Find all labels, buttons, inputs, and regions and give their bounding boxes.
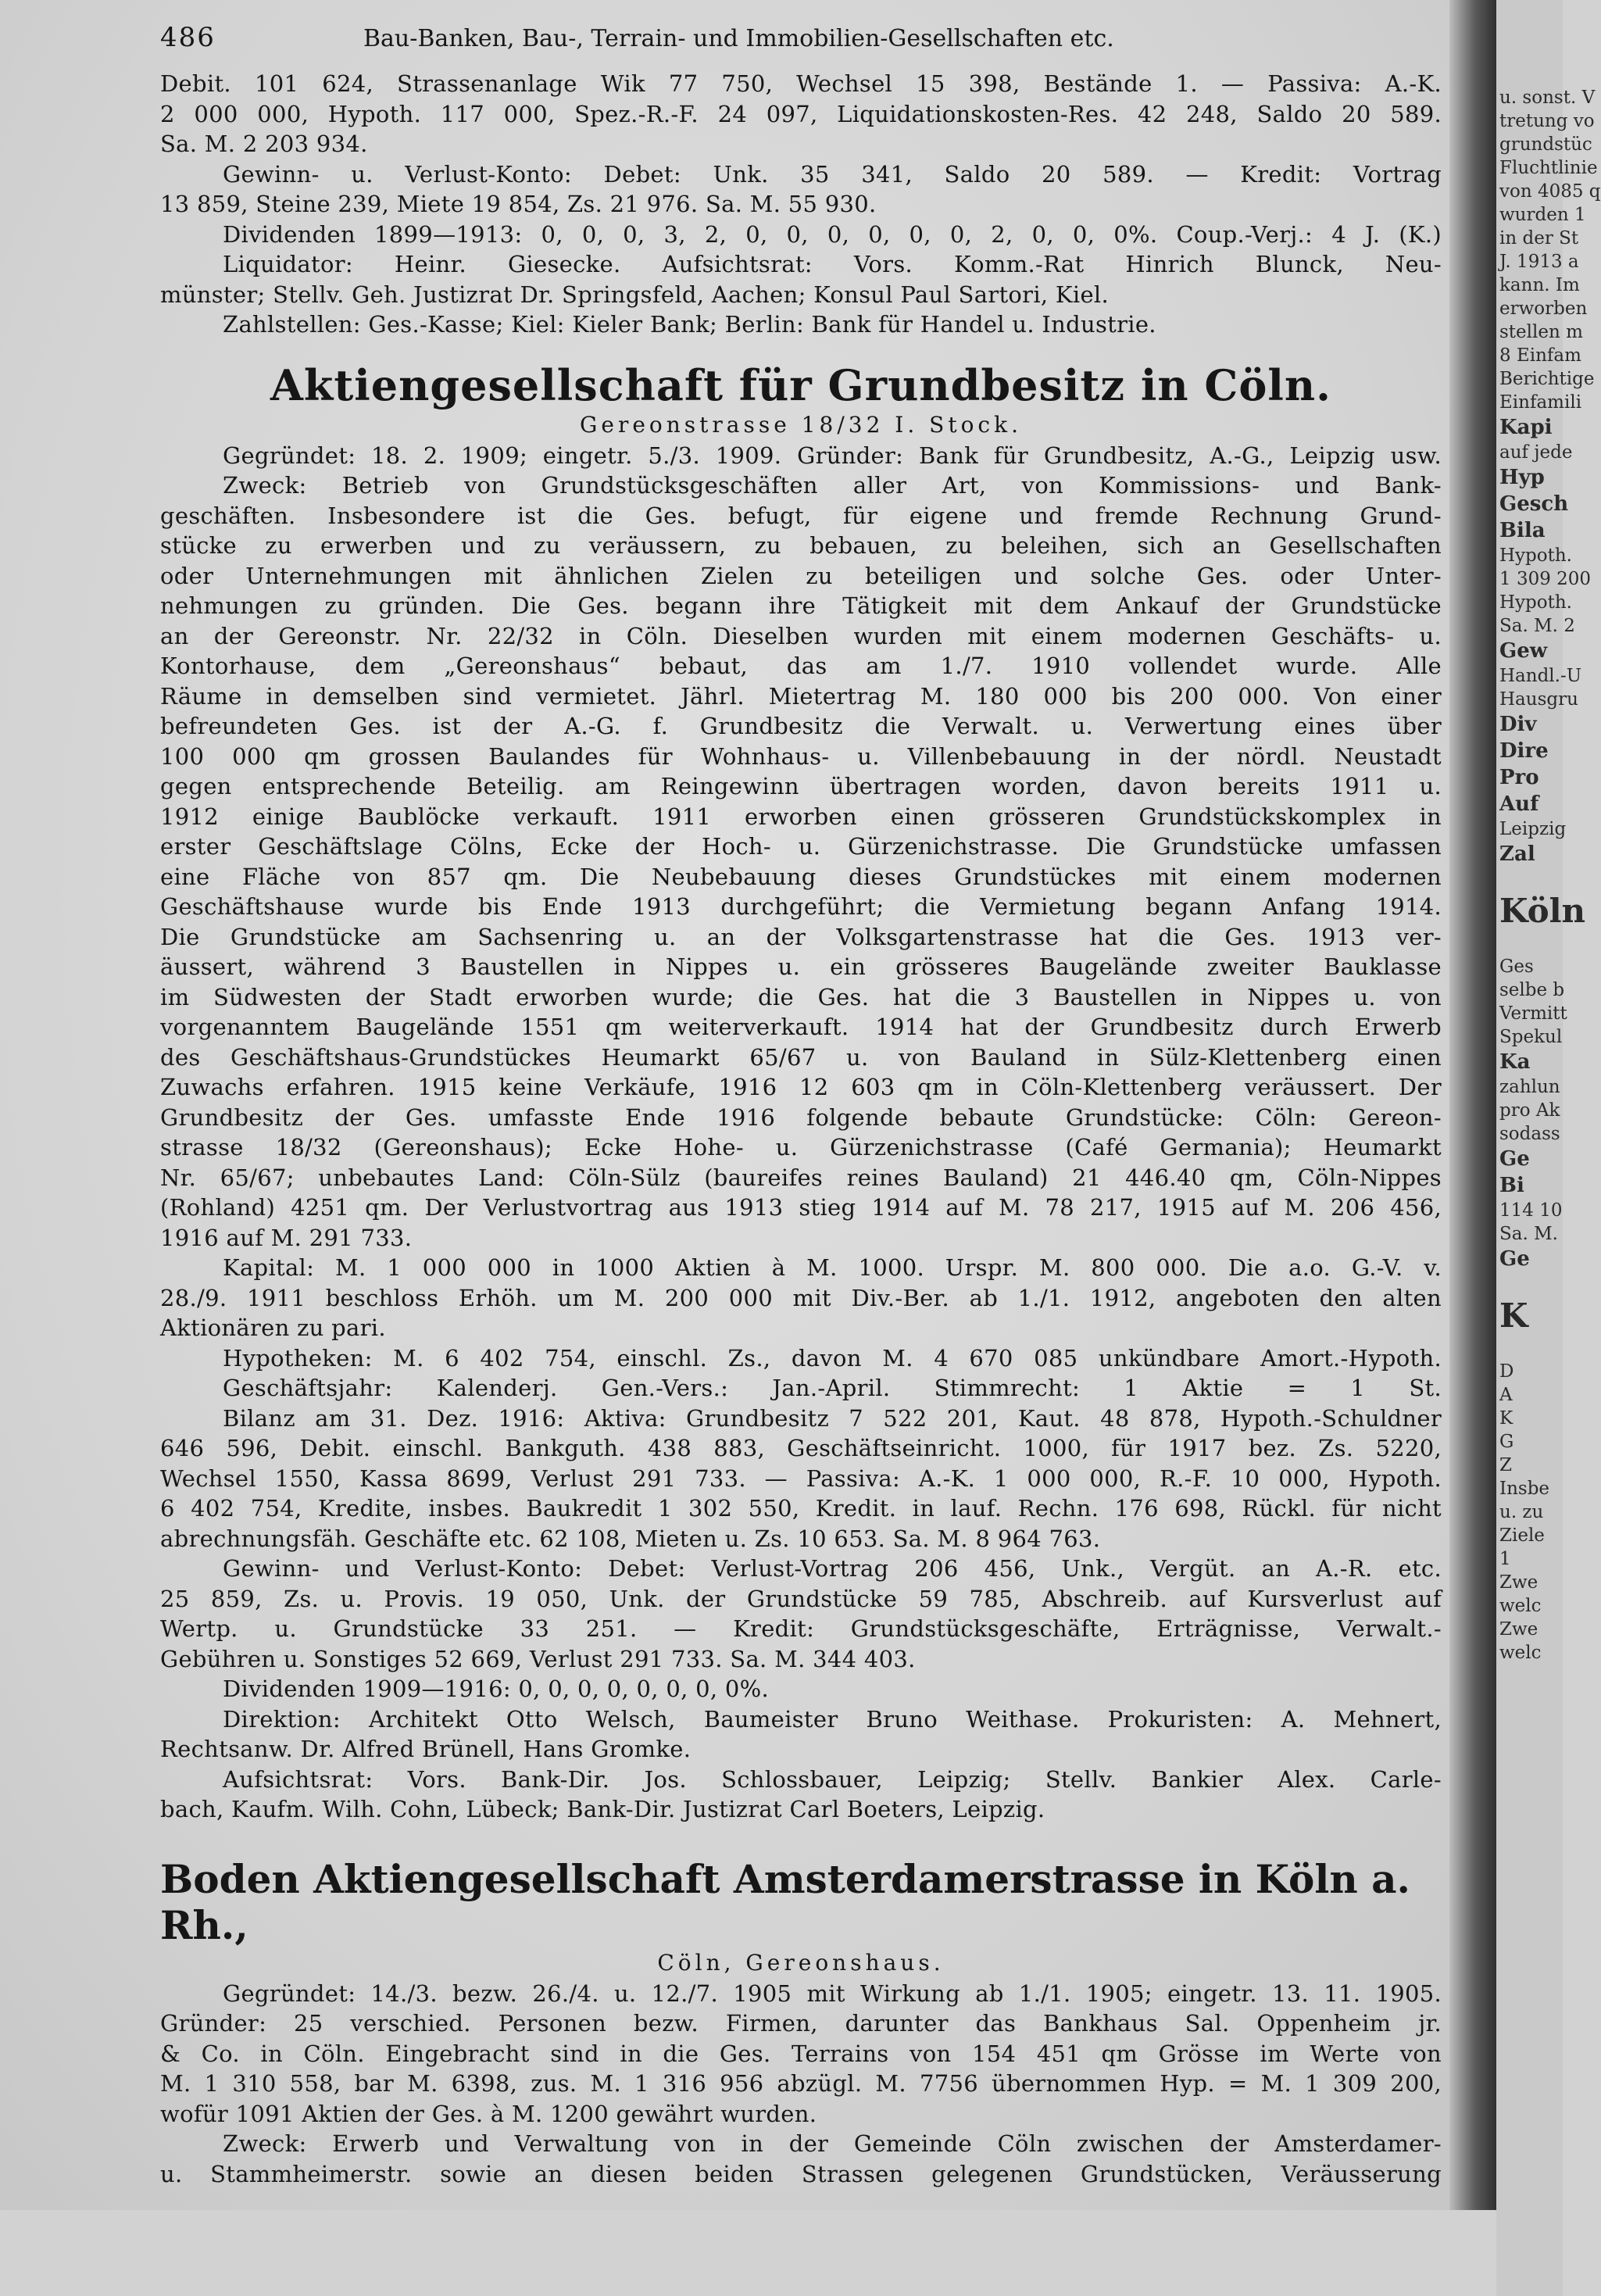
fragment-line: G xyxy=(1499,1432,1514,1452)
text-line: Sa. M. 2 203 934. xyxy=(160,131,368,157)
company-address: Cöln, Gereonshaus. xyxy=(657,1949,945,1976)
text-line: Die Grundstücke am Sachsenring u. an der Volksgartenstrasse hat die Ges. 1913 ver- xyxy=(160,923,1442,950)
text-line: äussert, während 3 Baustellen in Nippes u. ein grösseres Baugelände zweiter Bauklasse xyxy=(160,953,1442,980)
fragment-line: Pro xyxy=(1499,766,1539,789)
fragment-line: K xyxy=(1499,1408,1513,1429)
adjacent-page-fragment xyxy=(1496,0,1601,2296)
fragment-line: u. sonst. V xyxy=(1499,88,1596,108)
text-line: vorgenanntem Baugelände 1551 qm weiterverkauft. 1914 hat der Grundbesitz durch Erwerb xyxy=(160,1014,1442,1040)
fragment-line: zahlun xyxy=(1499,1077,1560,1097)
text-line: & Co. in Cöln. Eingebracht sind in die Ges. Terrains von 154 451 qm Grösse im Werte von xyxy=(160,2040,1442,2067)
fragment-line: Köln xyxy=(1499,892,1586,930)
fragment-line: Ka xyxy=(1499,1050,1531,1074)
text-line: an der Gereonstr. Nr. 22/32 in Cöln. Dieselben wurden mit einem modernen Geschäfts- u. xyxy=(160,622,1442,649)
fragment-line: Fluchtlinie xyxy=(1499,158,1598,178)
fragment-line: A xyxy=(1499,1385,1513,1405)
fragment-line: J. 1913 a xyxy=(1499,252,1579,272)
text-line: 13 859, Steine 239, Miete 19 854, Zs. 21 976. Sa. M. 55 930. xyxy=(160,191,877,217)
fragment-line: Gesch xyxy=(1499,492,1569,516)
text-line: Gebühren u. Sonstiges 52 669, Verlust 291 733. Sa. M. 344 403. xyxy=(160,1645,916,1672)
fragment-line: Ge xyxy=(1499,1147,1530,1171)
text-line: 6 402 754, Kredite, insbes. Baukredit 1 302 550, Kredit. in lauf. Rechn. 176 698, Rückl. für nicht xyxy=(160,1495,1442,1522)
company-body xyxy=(160,1979,1442,2190)
text-line: Gewinn- und Verlust-Konto: Debet: Verlust-Vortrag 206 456, Unk., Vergüt. an A.-R. etc. xyxy=(223,1555,1442,1582)
text-line: nehmungen zu gründen. Die Ges. begann ihre Tätigkeit mit dem Ankauf der Grundstücke xyxy=(160,592,1442,619)
text-line: eine Fläche von 857 qm. Die Neubebauung dieses Grundstückes mit einem modernen xyxy=(160,863,1442,890)
running-title: Bau-Banken, Bau-, Terrain- und Immobilien-Gesellschaften etc. xyxy=(363,25,1114,52)
text-line: u. Stammheimerstr. sowie an diesen beiden Strassen gelegenen Grundstücken, Veräusserung xyxy=(160,2160,1442,2187)
text-line: Kontorhause, dem „Gereonshaus“ bebaut, das am 1./7. 1910 vollendet wurde. Alle xyxy=(160,653,1442,679)
text-line: Gegründet: 14./3. bezw. 26./4. u. 12./7. 1905 mit Wirkung ab 1./1. 1905; eingetr. 13. 11. 1905. xyxy=(223,1979,1442,2007)
fragment-line: K xyxy=(1499,1296,1528,1335)
text-line: Gründer: 25 verschied. Personen bezw. Firmen, darunter das Bankhaus Sal. Oppenheim jr. xyxy=(160,2010,1442,2037)
fragment-line: in der St xyxy=(1499,228,1579,249)
book-gutter xyxy=(1449,0,1496,2210)
text-line: Debit. 101 624, Strassenanlage Wik 77 750, Wechsel 15 398, Bestände 1. — Passiva: A.-K. xyxy=(160,70,1442,97)
text-line: Aufsichtsrat: Vors. Bank-Dir. Jos. Schlossbauer, Leipzig; Stellv. Bankier Alex. Carle- xyxy=(223,1765,1442,1793)
fragment-line: stellen m xyxy=(1499,322,1583,342)
fragment-line: wurden 1 xyxy=(1499,205,1586,225)
text-line: erster Geschäftslage Cölns, Ecke der Hoch- u. Gürzenichstrasse. Die Grundstücke umfassen xyxy=(160,833,1442,860)
text-line: Direktion: Architekt Otto Welsch, Baumeister Bruno Weithase. Prokuristen: A. Mehnert, xyxy=(223,1705,1442,1733)
text-line: Zahlstellen: Ges.-Kasse; Kiel: Kieler Bank; Berlin: Bank für Handel u. Industrie. xyxy=(223,311,1156,338)
fragment-line: Zwe xyxy=(1499,1572,1538,1593)
text-line: Zweck: Betrieb von Grundstücksgeschäften aller Art, von Kommissions- und Bank- xyxy=(223,472,1442,499)
fragment-line: tretung vo xyxy=(1499,111,1595,131)
text-line: wofür 1091 Aktien der Ges. à M. 1200 gewährt wurden. xyxy=(160,2100,817,2127)
text-line: 1912 einige Baublöcke verkauft. 1911 erworben einen grösseren Grundstückskomplex in xyxy=(160,803,1442,830)
text-line: oder Unternehmungen mit ähnlichen Zielen zu beteiligen und solche Ges. oder Unter- xyxy=(160,562,1442,589)
text-line: Liquidator: Heinr. Giesecke. Aufsichtsrat: Vors. Komm.-Rat Hinrich Blunck, Neu- xyxy=(223,251,1442,277)
fragment-line: kann. Im xyxy=(1499,275,1580,295)
text-line: Gewinn- u. Verlust-Konto: Debet: Unk. 35 341, Saldo 20 589. — Kredit: Vortrag xyxy=(223,160,1442,188)
fragment-line: Insbe xyxy=(1499,1479,1550,1499)
text-line: 100 000 qm grossen Baulandes für Wohnhaus- u. Villenbebauung in der nördl. Neustadt xyxy=(160,742,1442,770)
text-line: Hypotheken: M. 6 402 754, einschl. Zs., davon M. 4 670 085 unkündbare Amort.-Hypoth. xyxy=(223,1344,1442,1372)
fragment-line: Sa. M. xyxy=(1499,1224,1558,1244)
text-line: Grundbesitz der Ges. umfasste Ende 1916 folgende bebaute Grundstücke: Cöln: Gereon- xyxy=(160,1103,1442,1131)
company-entry-grundbesitz xyxy=(160,360,1442,1825)
fragment-line: Dire xyxy=(1499,739,1549,763)
text-line: befreundeten Ges. ist der A.-G. f. Grundbesitz die Verwalt. u. Verwertung eines über xyxy=(160,713,1442,739)
fragment-line: Hypoth. xyxy=(1499,545,1572,566)
text-line: 25 859, Zs. u. Provis. 19 050, Unk. der Grundstücke 59 785, Abschreib. auf Kursverlust auf xyxy=(160,1585,1442,1612)
fragment-line: 114 10 xyxy=(1499,1200,1563,1221)
running-header xyxy=(160,22,1442,69)
fragment-line: sodass xyxy=(1499,1124,1560,1144)
page-number: 486 xyxy=(160,22,216,53)
company-address: Gereonstrasse 18/32 I. Stock. xyxy=(580,411,1022,438)
fragment-line: pro Ak xyxy=(1499,1100,1560,1121)
fragment-line: D xyxy=(1499,1361,1514,1382)
fragment-line: von 4085 q xyxy=(1499,181,1601,202)
fragment-line: 8 Einfam xyxy=(1499,345,1581,366)
fragment-line: Zal xyxy=(1499,842,1535,866)
text-line: des Geschäftshaus-Grundstückes Heumarkt 65/67 u. von Bauland in Sülz-Klettenberg einen xyxy=(160,1043,1442,1071)
main-column xyxy=(160,22,1442,2189)
fragment-line: Vermitt xyxy=(1499,1003,1567,1024)
text-line: im Südwesten der Stadt erworben wurde; die Ges. hat die 3 Baustellen in Nippes u. von xyxy=(160,983,1442,1010)
fragment-line: Div xyxy=(1499,713,1537,736)
text-line: Gegründet: 18. 2. 1909; eingetr. 5./3. 1909. Gründer: Bank für Grundbesitz, A.-G., Leipzig usw. xyxy=(223,442,1442,469)
text-line: Bilanz am 31. Dez. 1916: Aktiva: Grundbesitz 7 522 201, Kaut. 48 878, Hypoth.-Schuldner xyxy=(223,1404,1442,1432)
company-title: Boden Aktiengesellschaft Amsterdamerstrasse in Köln a. Rh., xyxy=(160,1855,1410,1948)
fragment-line: Bi xyxy=(1499,1174,1524,1197)
fragment-line: Handl.-U xyxy=(1499,666,1582,686)
text-line: 646 596, Debit. einschl. Bankguth. 438 883, Geschäftseinricht. 1000, für 1917 bez. Zs. 5220, xyxy=(160,1435,1442,1461)
text-line: strasse 18/32 (Gereonshaus); Ecke Hohe- u. Gürzenichstrasse (Café Germania); Heumarkt xyxy=(160,1134,1442,1161)
fragment-line: Leipzig xyxy=(1499,819,1567,839)
company-title: Aktiengesellschaft für Grundbesitz in Cöln. xyxy=(270,359,1331,410)
fragment-line: Bila xyxy=(1499,519,1546,542)
text-line: Zweck: Erwerb und Verwaltung von in der Gemeinde Cöln zwischen der Amsterdamer- xyxy=(223,2130,1442,2157)
fragment-line: Zwe xyxy=(1499,1619,1538,1640)
text-line: Geschäftshause wurde bis Ende 1913 durchgeführt; die Vermietung begann Anfang 1914. xyxy=(160,893,1442,920)
fragment-line: 1 xyxy=(1499,1549,1511,1569)
text-line: Dividenden 1909—1916: 0, 0, 0, 0, 0, 0, 0, 0%. xyxy=(223,1676,770,1702)
fragment-line: 1 309 200 xyxy=(1499,569,1592,589)
top-entry xyxy=(160,69,1442,340)
text-line: bach, Kaufm. Wilh. Cohn, Lübeck; Bank-Dir. Justizrat Carl Boeters, Leipzig. xyxy=(160,1796,1045,1822)
fragment-line: selbe b xyxy=(1499,980,1565,1000)
text-line: Dividenden 1899—1913: 0, 0, 0, 3, 2, 0, 0, 0, 0, 0, 0, 2, 0, 0, 0%. Coup.-Verj.: 4 J. (K.) xyxy=(223,220,1442,248)
text-line: stücke zu erwerben und zu veräussern, zu bebauen, zu beleihen, sich an Gesellschaften xyxy=(160,532,1442,559)
fragment-line: Z xyxy=(1499,1455,1512,1475)
fragment-line: u. zu xyxy=(1499,1502,1544,1522)
text-line: 1916 auf M. 291 733. xyxy=(160,1224,413,1251)
fragment-line: Sa. M. 2 xyxy=(1499,616,1575,636)
text-line: abrechnungsfäh. Geschäfte etc. 62 108, Mieten u. Zs. 10 653. Sa. M. 8 964 763. xyxy=(160,1525,1101,1552)
text-line: M. 1 310 558, bar M. 6398, zus. M. 1 316 956 abzügl. M. 7756 übernommen Hyp. = M. 1 309 200, xyxy=(160,2070,1442,2097)
company-body xyxy=(160,441,1442,1825)
fragment-line: Ge xyxy=(1499,1247,1530,1271)
text-line: gegen entsprechende Beteilig. am Reingewinn übertragen worden, davon bereits 1911 u. xyxy=(160,773,1442,799)
fragment-line: Gew xyxy=(1499,639,1548,663)
text-line: Rechtsanw. Dr. Alfred Brünell, Hans Gromke. xyxy=(160,1736,692,1762)
text-line: Geschäftsjahr: Kalenderj. Gen.-Vers.: Jan.-April. Stimmrecht: 1 Aktie = 1 St. xyxy=(223,1375,1442,1401)
fragment-line: Hausgru xyxy=(1499,689,1578,710)
fragment-line: Auf xyxy=(1499,792,1539,816)
text-line: (Rohland) 4251 qm. Der Verlustvortrag aus 1913 stieg 1914 auf M. 78 217, 1915 auf M. 206 456, xyxy=(160,1194,1442,1221)
fragment-line: Einfamili xyxy=(1499,392,1582,413)
fragment-line: auf jede xyxy=(1499,442,1573,463)
text-line: Zuwachs erfahren. 1915 keine Verkäufe, 1916 12 603 qm in Cöln-Klettenberg veräussert. Der xyxy=(160,1074,1442,1100)
fragment-line: Kapi xyxy=(1499,416,1553,439)
text-line: Wechsel 1550, Kassa 8699, Verlust 291 733. — Passiva: A.-K. 1 000 000, R.-F. 10 000, Hypoth. xyxy=(160,1465,1442,1492)
text-line: Aktionären zu pari. xyxy=(160,1314,386,1341)
fragment-line: Spekul xyxy=(1499,1027,1563,1047)
text-line: 2 000 000, Hypoth. 117 000, Spez.-R.-F. 24 097, Liquidationskosten-Res. 42 248, Saldo 20 589. xyxy=(160,100,1442,127)
fragment-line: Hypoth. xyxy=(1499,592,1572,613)
fragment-line: Ziele xyxy=(1499,1525,1545,1546)
fragment-line: Ges xyxy=(1499,957,1534,977)
text-line: Nr. 65/67; unbebautes Land: Cöln-Sülz (baureifes reines Bauland) 21 446.40 qm, Cöln-Nippes xyxy=(160,1164,1442,1191)
text-line: münster; Stellv. Geh. Justizrat Dr. Springsfeld, Aachen; Konsul Paul Sartori, Kiel. xyxy=(160,281,1110,308)
text-line: Wertp. u. Grundstücke 33 251. — Kredit: Grundstücksgeschäfte, Erträgnisse, Verwalt.- xyxy=(160,1615,1442,1642)
fragment-line: Hyp xyxy=(1499,466,1545,489)
company-entry-boden xyxy=(160,1856,1442,2190)
text-line: 28./9. 1911 beschloss Erhöh. um M. 200 000 mit Div.-Ber. ab 1./1. 1912, angeboten den alten xyxy=(160,1284,1442,1311)
fragment-line: welc xyxy=(1499,1596,1542,1616)
text-line: Räume in demselben sind vermietet. Jährl. Mietertrag M. 180 000 bis 200 000. Von einer xyxy=(160,682,1442,710)
fragment-line: Berichtige xyxy=(1499,369,1595,389)
fragment-line: welc xyxy=(1499,1643,1542,1663)
text-line: Kapital: M. 1 000 000 in 1000 Aktien à M. 1000. Urspr. M. 800 000. Die a.o. G.-V. v. xyxy=(223,1254,1442,1281)
fragment-line: erworben xyxy=(1499,299,1588,319)
text-line: geschäften. Insbesondere ist die Ges. befugt, für eigene und fremde Rechnung Grund- xyxy=(160,502,1442,529)
fragment-line: grundstüc xyxy=(1499,134,1592,155)
